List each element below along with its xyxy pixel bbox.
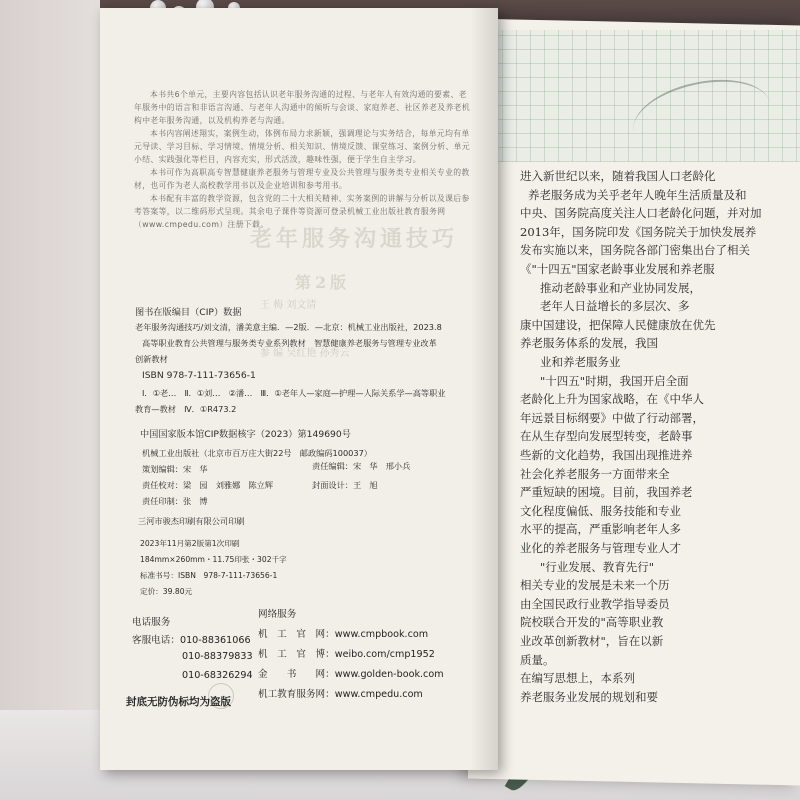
right-page-line: 老龄化上升为国家战略，在《中华人 [520, 392, 704, 407]
customer-phone: 010-68326294 [182, 670, 253, 681]
show-through-contributors: 参 编 吴红艳 孙秀云 [260, 348, 350, 359]
right-page-line: 业化的养老服务与管理专业人才 [520, 541, 681, 555]
right-page-line: 由全国民政行业教学指导委员 [520, 596, 670, 611]
show-through-authors: 王 梅 刘文清 [260, 300, 317, 311]
cip-isbn: ISBN 978-7-111-73656-1 [142, 370, 256, 381]
website-link[interactable]: 机 工 官 网：www.cmpbook.com [258, 629, 429, 640]
right-page-line: 质量。 [520, 652, 555, 667]
customer-phone: 010-88379833 [182, 651, 253, 662]
right-page-line: 在编写思想上，本系列 [520, 671, 635, 686]
right-page-line: 发布实施以来，国务院各部门密集出台了相关 [520, 243, 750, 258]
right-page-line: 些新的文化趋势，我国出现推进养 [520, 448, 693, 462]
show-through-edition: 第2版 [295, 273, 351, 292]
right-page-line: 2013年，国务院印发《国务院关于加快发展养 [520, 224, 757, 239]
printer: 三河市骏杰印刷有限公司印刷 [138, 516, 245, 526]
right-page-line: 水平的提高，严重影响老年人多 [520, 522, 681, 537]
network-service-heading: 网络服务 [258, 609, 297, 620]
right-page-line: "十四五"时期，我国开启全面 [540, 373, 689, 388]
format-info: 184mm×260mm・11.75印张・302千字 [140, 555, 287, 564]
cover-designer: 封面设计：王 旭 [312, 480, 378, 490]
right-page-line: 文化程度偏低、服务技能和专业 [520, 503, 681, 518]
description-paragraph: 本书配有丰富的教学资源，包含党的二十大相关精神、实务案例的讲解与分析以及课后参考答案等，以二维码形式呈现。其余电子课件等资源可登录机械工业出版社教育服务网（www.cmpedu.com）注册下载。 [134, 194, 470, 229]
right-page-line: 在从生存型向发展型转变，老龄事 [520, 429, 693, 444]
publisher-address: 机械工业出版社（北京市百万庄大街22号 邮政编码100037） [142, 448, 372, 458]
right-page-line: 进入新世纪以来，随着我国人口老龄化 [520, 169, 716, 183]
cip-classification: 教育—教材 Ⅳ．①R473.2 [135, 404, 237, 414]
responsible-editor: 责任编辑：宋 华 邢小兵 [312, 461, 411, 471]
printing-supervisor: 责任印制：张 博 [142, 496, 208, 506]
customer-phone: 客服电话：010-88361066 [132, 635, 251, 646]
cip-line: 高等职业教育公共管理与服务类专业系列教材 智慧健康养老服务与管理专业改革 [142, 338, 437, 348]
right-page-line: 业和养老服务业 [540, 355, 621, 369]
planning-editor: 策划编辑：宋 华 [142, 464, 208, 474]
cip-line: 老年服务沟通技巧/刘文清，潘美意主编．—2版．—北京：机械工业出版社，2023.8 [135, 322, 442, 332]
description-paragraph: 本书可作为高职高专智慧健康养老服务与管理专业及公共管理与服务类专业相关专业的教材，也可作为老人高校教学用书以及企业培训和参考用书。 [134, 168, 470, 190]
weibo-link[interactable]: 机 工 官 博：weibo.com/cmp1952 [258, 649, 435, 660]
right-page-line: 养老服务成为关乎老年人晚年生活质量及和 [528, 187, 747, 202]
description-paragraph: 本书内容阐述翔实，案例生动，体例布局力求新颖，强调理论与实务结合，每单元均有单元导读、学习目标、学习情境、情境分析、相关知识、情境反馈、课堂练习、案例分析、单元小结、实践强化等栏目，内容充实，形式活泼，趣味性强，便于学生自主学习。 [134, 129, 471, 164]
edition-info: 2023年11月第2版第1次印刷 [140, 539, 240, 548]
price: 定价：39.80元 [140, 587, 193, 596]
right-page-line: 中央、国务院高度关注人口老龄化问题，并对加 [520, 206, 762, 221]
description-paragraph: 本书共6个单元，主要内容包括认识老年服务沟通的过程、与老年人有效沟通的要素、老年服务中的语言和非语言沟通、与老年人沟通中的倾听与会谈、家庭养老、社区养老及养老机构中老年服务沟通，以及机构养老与沟通。 [134, 90, 471, 125]
right-page-line: "行业发展、教育先行" [540, 559, 655, 574]
right-page-line: 相关专业的发展是未来一个历 [520, 578, 670, 593]
right-page-line: 院校联合开发的"高等职业教 [520, 615, 664, 630]
golden-book-link[interactable]: 金 书 网：www.golden-book.com [258, 669, 444, 680]
cip-classification: Ⅰ．①老… Ⅱ．①刘… ②潘… Ⅲ．①老年人—家庭—护理—人际关系学—高等职业 [142, 388, 446, 398]
book-number: 标准书号：ISBN 978-7-111-73656-1 [140, 571, 278, 580]
proofreaders: 责任校对：梁 园 刘雅娜 陈立辉 [142, 480, 274, 490]
right-page-line: 康中国建设，把保障人民健康放在优先 [520, 317, 716, 332]
right-page-line: 社会化养老服务一方面带来全 [520, 466, 670, 481]
education-service-link[interactable]: 机工教育服务网：www.cmpedu.com [258, 689, 423, 700]
right-page-line: 老年人日益增长的多层次、多 [540, 299, 690, 314]
right-page-line: 《"十四五"国家老龄事业发展和养老服 [520, 262, 715, 276]
right-page-line: 推动老龄事业和产业协同发展， [540, 280, 701, 295]
right-page-line: 业改革创新教材"，旨在以新 [520, 634, 664, 648]
right-page-line: 养老服务体系的发展，我国 [520, 336, 658, 351]
show-through-title: 老年服务沟通技巧 [250, 226, 459, 252]
cip-line: 创新教材 [135, 354, 168, 364]
anti-piracy-notice: 封底无防伪标均为盗版 [126, 696, 231, 708]
cip-data-number: 中国国家版本馆CIP数据核字（2023）第149690号 [140, 429, 351, 440]
right-page-line: 养老服务业发展的规划和要 [520, 689, 658, 704]
phone-service-heading: 电话服务 [132, 617, 171, 628]
cip-heading: 图书在版编目（CIP）数据 [135, 307, 242, 318]
page-gutter-shadow [470, 8, 498, 770]
background-left-cloth [0, 0, 100, 800]
right-page-line: 严重短缺的困境。目前，我国养老 [520, 485, 693, 500]
right-page-line: 年远景目标纲要》中做了行动部署， [520, 410, 704, 425]
book-description [134, 88, 474, 231]
copyright-page [100, 8, 498, 770]
